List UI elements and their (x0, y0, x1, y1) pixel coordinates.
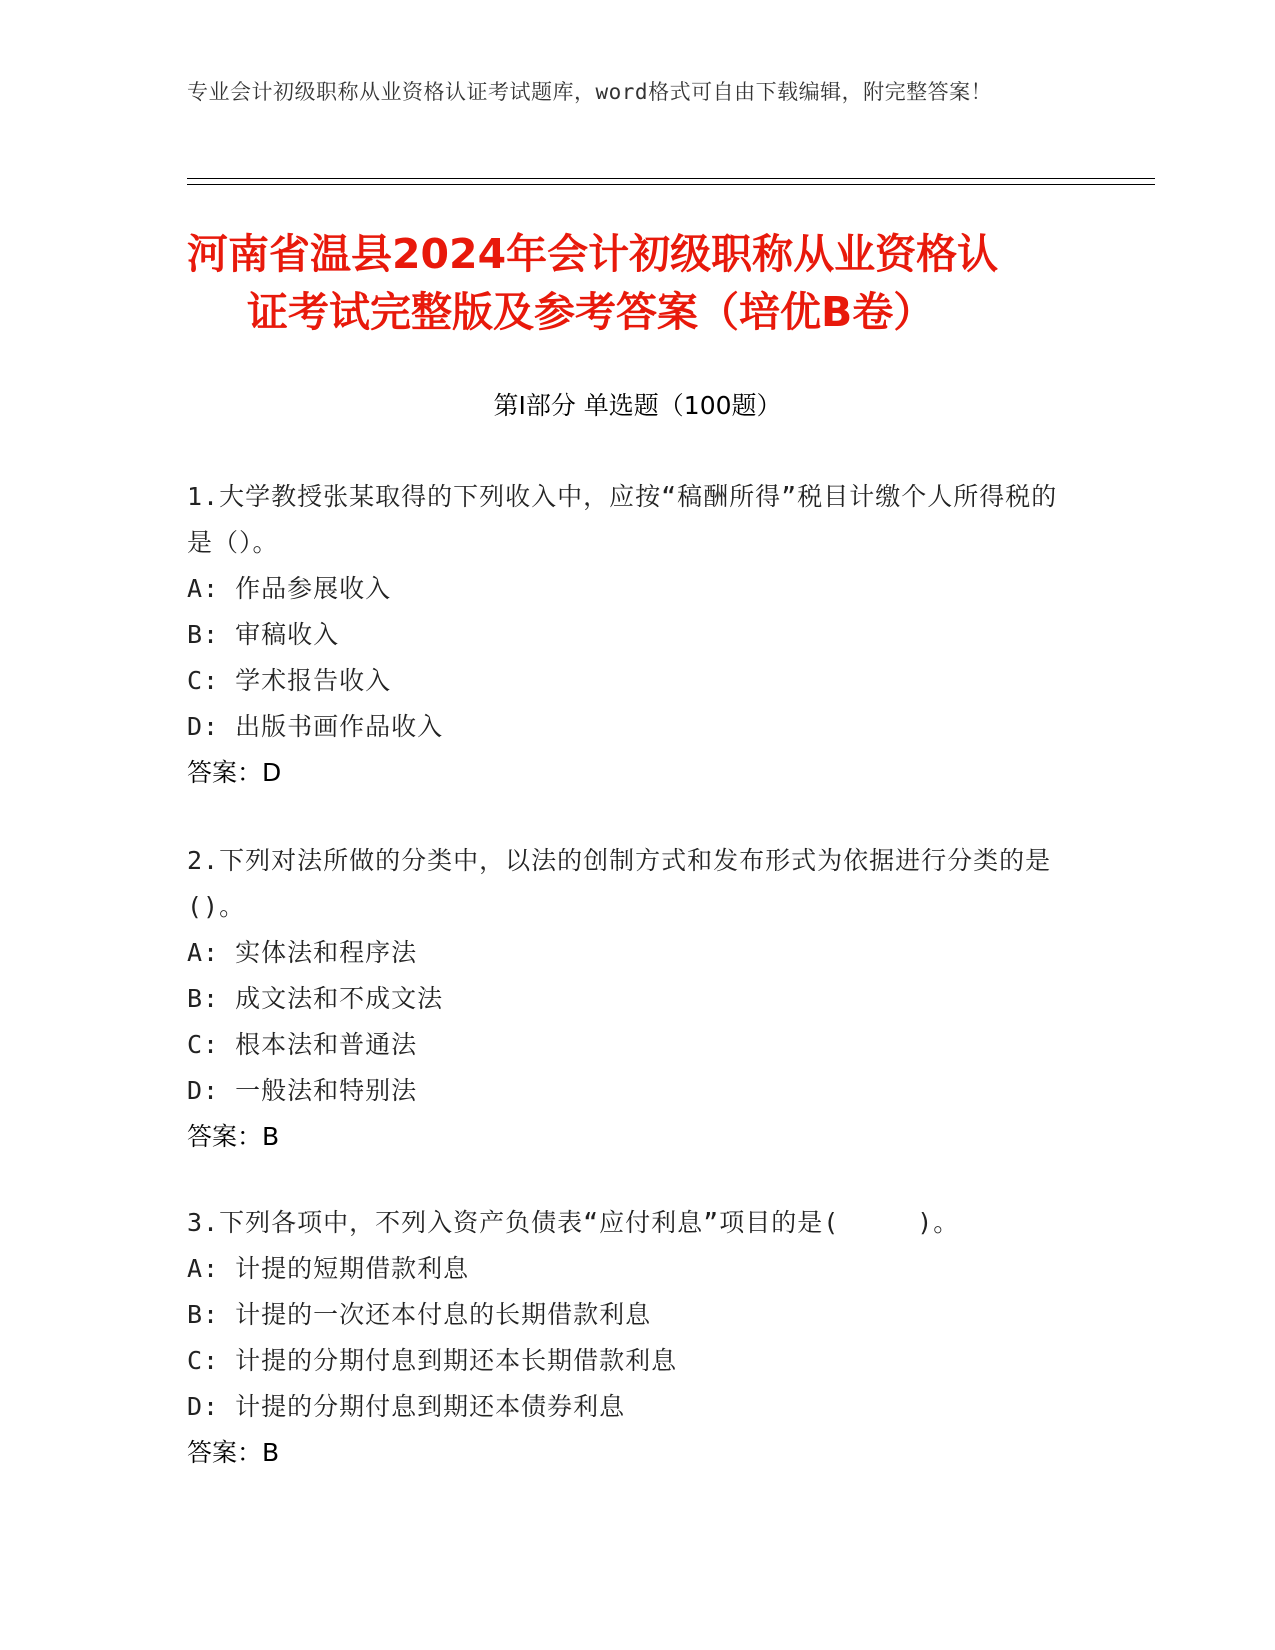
section-heading: 第I部分 单选题（100题） (493, 391, 782, 420)
title-line-2: 证考试完整版及参考答案（培优B卷） (247, 288, 935, 336)
option-c: C: 计提的分期付息到期还本长期借款利息 (187, 1346, 678, 1375)
question-stem: 2.下列对法所做的分类中，以法的创制方式和发布形式为依据进行分类的是()。 (187, 846, 1052, 921)
header-note: 专业会计初级职称从业资格认证考试题库，word格式可自由下载编辑，附完整答案！ (187, 80, 993, 104)
option-d: D: 计提的分期付息到期还本债券利息 (187, 1392, 626, 1421)
option-b: B: 计提的一次还本付息的长期借款利息 (187, 1300, 652, 1329)
option-a: A: 实体法和程序法 (187, 938, 418, 967)
option-b: B: 成文法和不成文法 (187, 984, 444, 1013)
question-3 (187, 1200, 1067, 1476)
option-c: C: 根本法和普通法 (187, 1030, 418, 1059)
question-stem: 3.下列各项中，不列入资产负债表“应付利息”项目的是( )。 (187, 1208, 960, 1237)
answer: 答案：B (187, 1122, 280, 1151)
answer: 答案：B (187, 1438, 280, 1467)
option-c: C: 学术报告收入 (187, 666, 392, 695)
question-stem: 1.大学教授张某取得的下列收入中，应按“稿酬所得”税目计缴个人所得税的是（）。 (187, 482, 1058, 557)
question-1 (187, 474, 1067, 796)
option-d: D: 一般法和特别法 (187, 1076, 418, 1105)
option-d: D: 出版书画作品收入 (187, 712, 444, 741)
header-divider-bottom (187, 184, 1155, 185)
title-line-1: 河南省温县2024年会计初级职称从业资格认 (187, 230, 999, 278)
document-title (187, 225, 1087, 341)
question-2 (187, 838, 1067, 1160)
header-divider-top (187, 178, 1155, 179)
option-b: B: 审稿收入 (187, 620, 340, 649)
answer: 答案：D (187, 758, 282, 787)
option-a: A: 计提的短期借款利息 (187, 1254, 470, 1283)
option-a: A: 作品参展收入 (187, 574, 392, 603)
